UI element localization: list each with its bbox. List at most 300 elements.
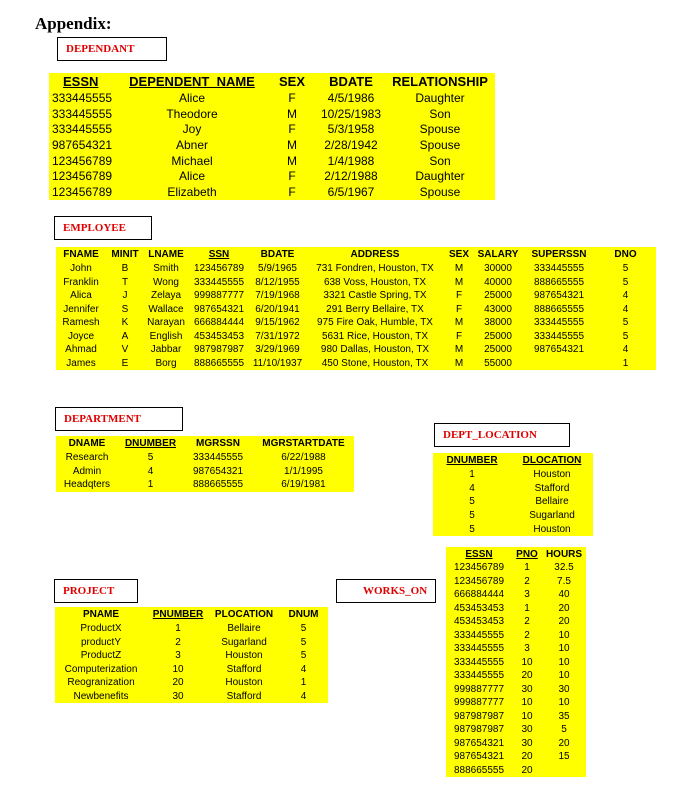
table-cell: 10 xyxy=(521,656,533,668)
table-cell: Daughter xyxy=(415,90,465,105)
table-cell: 123456789 xyxy=(52,153,113,168)
table-row xyxy=(49,168,495,184)
table-row xyxy=(446,723,586,737)
table-cell: 6/20/1941 xyxy=(255,303,300,315)
table-cell: Stafford xyxy=(226,663,262,675)
table-cell: 30 xyxy=(558,683,570,695)
column-header: PNAME xyxy=(82,609,120,620)
table-cell: 40 xyxy=(558,589,570,601)
table-row xyxy=(55,649,328,663)
table-cell: 5 xyxy=(300,623,307,635)
table-row xyxy=(446,737,586,751)
table-cell: Bellaire xyxy=(227,623,261,635)
table-cell: F xyxy=(288,122,296,137)
works-on-table xyxy=(446,547,586,777)
table-cell: Wallace xyxy=(148,303,184,315)
table-row xyxy=(56,316,656,330)
table-cell: 2 xyxy=(524,616,530,628)
table-cell: 1 xyxy=(300,677,307,689)
table-row xyxy=(433,482,593,496)
table-cell: 3321 Castle Spring, TX xyxy=(323,290,427,302)
project-label: PROJECT xyxy=(54,579,138,603)
table-row xyxy=(446,629,586,643)
table-cell: 4 xyxy=(147,465,154,477)
table-cell: Michael xyxy=(171,153,213,168)
table-cell: V xyxy=(121,344,129,356)
table-cell: 333445555 xyxy=(533,330,585,342)
table-row xyxy=(446,575,586,589)
table-cell: 5 xyxy=(469,496,475,508)
table-row xyxy=(49,137,495,153)
column-header: PLOCATION xyxy=(214,609,274,620)
table-cell: 20 xyxy=(521,751,533,763)
column-header: RELATIONSHIP xyxy=(392,74,488,89)
table-cell: 10 xyxy=(521,697,533,709)
column-header: DNAME xyxy=(68,438,106,449)
table-row xyxy=(446,615,586,629)
column-header: SALARY xyxy=(477,249,519,260)
table-cell: Joy xyxy=(182,122,202,137)
table-cell: 5 xyxy=(147,452,154,464)
table-cell: 10 xyxy=(558,697,570,709)
table-cell: Alice xyxy=(178,90,205,105)
table-cell: 25000 xyxy=(484,330,512,342)
table-cell: Alice xyxy=(178,169,205,184)
table-cell: 43000 xyxy=(484,303,512,315)
table-cell: 1 xyxy=(147,479,154,491)
table-cell: F xyxy=(455,330,463,342)
table-cell: 333445555 xyxy=(52,122,113,137)
table-cell: 4 xyxy=(300,663,307,675)
table-cell: Houston xyxy=(533,523,571,535)
table-cell: 20 xyxy=(558,616,570,628)
table-row xyxy=(56,357,656,371)
table-cell: Stafford xyxy=(534,482,570,494)
table-cell: M xyxy=(287,106,297,121)
table-cell: 987987987 xyxy=(453,724,505,736)
table-cell: 5 xyxy=(469,523,475,535)
table-cell: 4 xyxy=(622,344,629,356)
page-heading: Appendix: xyxy=(35,14,112,33)
table-cell: Son xyxy=(429,106,451,121)
table-row xyxy=(56,262,656,276)
table-cell: Ahmad xyxy=(65,344,97,356)
table-cell: 20 xyxy=(521,670,533,682)
department-label: DEPARTMENT xyxy=(55,407,183,431)
table-cell: 2 xyxy=(524,575,530,587)
table-cell: 987654321 xyxy=(193,303,245,315)
table-row xyxy=(55,636,328,650)
table-cell: ProductZ xyxy=(80,650,122,662)
table-cell: 1 xyxy=(524,562,530,574)
table-row xyxy=(56,465,354,479)
table-cell: 333445555 xyxy=(192,452,244,464)
table-cell: 4 xyxy=(300,690,307,702)
column-header: ESSN xyxy=(63,74,99,89)
table-cell: 5 xyxy=(622,317,629,329)
table-cell: Newbenefits xyxy=(73,690,129,702)
table-cell: M xyxy=(287,153,297,168)
table-row xyxy=(56,478,354,492)
table-cell: M xyxy=(287,137,297,152)
table-cell: James xyxy=(66,357,96,369)
table-cell: 3 xyxy=(524,643,530,655)
table-cell: Sugarland xyxy=(221,636,267,648)
table-cell: Wong xyxy=(153,276,179,288)
table-row xyxy=(433,509,593,523)
table-cell: 5/9/1965 xyxy=(258,263,297,275)
dependant-table xyxy=(49,73,495,200)
column-header: MGRSSN xyxy=(196,438,240,449)
table-cell: 1 xyxy=(469,469,475,481)
table-row xyxy=(446,683,586,697)
table-cell: 333445555 xyxy=(533,317,585,329)
table-cell: 1/4/1988 xyxy=(327,153,375,168)
table-cell: 666884444 xyxy=(453,589,505,601)
column-header: BDATE xyxy=(329,74,373,89)
table-cell: 38000 xyxy=(484,317,512,329)
table-cell: 5 xyxy=(622,276,629,288)
table-cell: 291 Berry Bellaire, TX xyxy=(326,303,424,315)
table-cell: 20 xyxy=(558,602,570,614)
table-header-row xyxy=(49,73,495,90)
column-header: BDATE xyxy=(260,249,295,260)
table-cell: 15 xyxy=(558,751,570,763)
column-header: DNUMBER xyxy=(124,438,177,449)
table-cell: 638 Voss, Houston, TX xyxy=(323,276,427,288)
table-cell: M xyxy=(454,263,464,275)
table-cell: 6/22/1988 xyxy=(281,452,326,464)
table-cell: 10 xyxy=(558,670,570,682)
table-cell: 987654321 xyxy=(533,290,585,302)
table-cell: Spouse xyxy=(419,122,461,137)
table-row xyxy=(433,522,593,536)
table-cell: 2 xyxy=(524,629,530,641)
table-cell: Abner xyxy=(175,137,209,152)
works-on-label: WORKS_ON xyxy=(336,579,436,603)
table-cell: 987654321 xyxy=(533,344,585,356)
table-cell: 10 xyxy=(172,663,184,675)
column-header: PNO xyxy=(516,548,538,560)
column-header: DLOCATION xyxy=(522,455,582,466)
table-row xyxy=(433,468,593,482)
table-cell: 5 xyxy=(469,510,475,522)
table-header-row xyxy=(56,247,656,262)
table-cell: Smith xyxy=(153,263,179,275)
table-cell: 5 xyxy=(622,263,629,275)
table-cell: 40000 xyxy=(484,276,512,288)
table-cell: 20 xyxy=(521,764,533,776)
column-header: FNAME xyxy=(63,249,99,260)
table-cell: M xyxy=(454,276,464,288)
column-header: SEX xyxy=(278,74,305,89)
table-cell: Zelaya xyxy=(150,290,181,302)
employee-label: EMPLOYEE xyxy=(54,216,152,240)
table-cell: 2 xyxy=(175,636,181,648)
table-cell: M xyxy=(454,344,464,356)
table-cell: 333445555 xyxy=(453,670,505,682)
table-header-row xyxy=(55,607,328,622)
table-cell: ProductX xyxy=(80,623,122,635)
table-cell: 4 xyxy=(469,482,475,494)
table-cell: 999887777 xyxy=(193,290,245,302)
table-cell: E xyxy=(121,357,129,369)
employee-table xyxy=(56,247,656,370)
table-row xyxy=(49,153,495,169)
table-cell: Theodore xyxy=(166,106,218,121)
table-cell: 2/28/1942 xyxy=(324,137,378,152)
table-cell: A xyxy=(121,330,129,342)
table-cell: 3 xyxy=(524,589,530,601)
table-cell: 333445555 xyxy=(533,263,585,275)
table-cell: Elizabeth xyxy=(167,184,217,199)
table-cell: 731 Fondren, Houston, TX xyxy=(316,263,434,275)
table-cell: M xyxy=(454,317,464,329)
column-header: HOURS xyxy=(545,548,583,560)
table-cell: F xyxy=(288,169,296,184)
column-header: ADDRESS xyxy=(350,249,400,260)
table-cell: F xyxy=(288,90,296,105)
table-cell: 123456789 xyxy=(453,562,505,574)
table-row xyxy=(55,622,328,636)
table-cell: Sugarland xyxy=(529,510,575,522)
table-cell: 6/19/1981 xyxy=(281,479,326,491)
table-cell: 20 xyxy=(172,677,184,689)
table-cell: 20 xyxy=(558,737,570,749)
table-cell: F xyxy=(455,290,463,302)
dept-location-label: DEPT_LOCATION xyxy=(434,423,570,447)
column-header: MINIT xyxy=(111,249,139,260)
table-cell: T xyxy=(121,276,129,288)
column-header: LNAME xyxy=(148,249,184,260)
table-cell: 1 xyxy=(622,357,629,369)
table-row xyxy=(446,656,586,670)
table-cell: 8/12/1955 xyxy=(255,276,300,288)
table-cell: 30000 xyxy=(484,263,512,275)
table-cell: 987654321 xyxy=(52,137,113,152)
table-cell: 999887777 xyxy=(453,683,505,695)
table-cell: 7/31/1972 xyxy=(255,330,300,342)
table-cell: 453453453 xyxy=(453,602,505,614)
table-cell: Research xyxy=(65,452,109,464)
column-header: DEPENDENT_NAME xyxy=(129,74,255,89)
table-cell: 7/19/1968 xyxy=(255,290,300,302)
table-cell: 975 Fire Oak, Humble, TX xyxy=(317,317,433,329)
table-cell: 888665555 xyxy=(193,357,245,369)
table-row xyxy=(446,696,586,710)
table-cell: 25000 xyxy=(484,290,512,302)
table-cell: F xyxy=(455,303,463,315)
table-cell: 9/15/1962 xyxy=(255,317,300,329)
table-cell: Joyce xyxy=(67,330,95,342)
table-row xyxy=(49,121,495,137)
table-cell: K xyxy=(121,317,129,329)
table-cell: English xyxy=(149,330,183,342)
table-cell: Narayan xyxy=(147,317,185,329)
column-header: DNUMBER xyxy=(446,455,498,466)
table-cell: 333445555 xyxy=(193,276,245,288)
column-header: DNUM xyxy=(288,609,319,620)
table-cell: 888665555 xyxy=(533,276,585,288)
table-cell: 333445555 xyxy=(52,106,113,121)
table-row xyxy=(433,495,593,509)
table-cell: 5631 Rice, Houston, TX xyxy=(322,330,428,342)
table-cell: 1/1/1995 xyxy=(284,465,323,477)
table-cell: 333445555 xyxy=(453,629,505,641)
table-cell: 5 xyxy=(300,650,307,662)
table-cell: 30 xyxy=(172,690,184,702)
table-cell: 987987987 xyxy=(193,344,245,356)
table-cell xyxy=(542,764,586,778)
table-cell: 10/25/1983 xyxy=(320,106,382,121)
table-cell: 32.5 xyxy=(554,562,574,574)
table-cell: 10 xyxy=(558,656,570,668)
table-row xyxy=(49,90,495,106)
table-cell: Stafford xyxy=(226,690,262,702)
dept-location-table xyxy=(433,453,593,536)
table-cell: 888665555 xyxy=(453,764,505,776)
table-cell: Ramesh xyxy=(62,317,100,329)
column-header: SUPERSSN xyxy=(531,249,587,260)
table-cell: 55000 xyxy=(484,357,512,369)
table-cell: Headqters xyxy=(63,479,111,491)
table-cell: 11/10/1937 xyxy=(252,357,303,369)
table-cell: Alica xyxy=(70,290,92,302)
table-cell: B xyxy=(121,263,129,275)
table-row xyxy=(49,184,495,200)
table-cell: Spouse xyxy=(419,184,461,199)
table-cell: 30 xyxy=(521,737,533,749)
table-row xyxy=(446,602,586,616)
table-cell: 10 xyxy=(521,710,533,722)
table-cell: 4 xyxy=(622,290,629,302)
table-row xyxy=(446,750,586,764)
table-cell: 453453453 xyxy=(453,616,505,628)
table-header-row xyxy=(56,436,354,451)
table-cell: 2/12/1988 xyxy=(324,169,378,184)
table-row xyxy=(55,690,328,704)
table-cell: 333445555 xyxy=(453,643,505,655)
table-cell: Houston xyxy=(225,677,263,689)
table-cell: 123456789 xyxy=(52,169,113,184)
column-header: DNO xyxy=(614,249,637,260)
project-table xyxy=(55,607,328,703)
column-header: ESSN xyxy=(465,548,493,560)
table-cell: Borg xyxy=(155,357,177,369)
table-cell: Reogranization xyxy=(67,677,135,689)
table-cell: 10 xyxy=(558,629,570,641)
column-header: SSN xyxy=(208,249,230,260)
column-header: MGRSTARTDATE xyxy=(262,438,345,449)
table-cell: 35 xyxy=(558,710,570,722)
table-cell: M xyxy=(454,357,464,369)
table-cell: 30 xyxy=(521,683,533,695)
table-cell: 10 xyxy=(558,643,570,655)
table-row xyxy=(55,676,328,690)
table-cell: Spouse xyxy=(419,137,461,152)
table-cell: 987654321 xyxy=(453,751,505,763)
table-cell: 333445555 xyxy=(52,90,113,105)
table-cell: Houston xyxy=(225,650,263,662)
table-row xyxy=(446,669,586,683)
table-cell: 1 xyxy=(524,602,530,614)
table-cell: 25000 xyxy=(484,344,512,356)
table-row xyxy=(446,764,586,778)
table-cell: Son xyxy=(429,153,451,168)
table-cell: 5/3/1958 xyxy=(327,122,375,137)
table-row xyxy=(56,276,656,290)
table-cell: 987654321 xyxy=(453,737,505,749)
table-cell: 987654321 xyxy=(192,465,244,477)
table-cell: Bellaire xyxy=(535,496,569,508)
table-row xyxy=(56,451,354,465)
table-cell xyxy=(523,357,595,371)
table-cell: 453453453 xyxy=(193,330,245,342)
table-cell: Admin xyxy=(72,465,102,477)
column-header: PNUMBER xyxy=(152,609,204,620)
table-cell: 450 Stone, Houston, TX xyxy=(321,357,429,369)
table-cell: Computerization xyxy=(64,663,138,675)
table-cell: 333445555 xyxy=(453,656,505,668)
table-cell: 999887777 xyxy=(453,697,505,709)
table-row xyxy=(446,642,586,656)
table-cell: 666884444 xyxy=(193,317,245,329)
department-table xyxy=(56,436,354,492)
table-cell: productY xyxy=(80,636,122,648)
table-cell: 1 xyxy=(175,623,181,635)
table-header-row xyxy=(446,547,586,561)
column-header: SEX xyxy=(448,249,469,260)
table-cell: 5 xyxy=(300,636,307,648)
table-row xyxy=(446,588,586,602)
table-cell: 7.5 xyxy=(557,575,571,587)
dependant-label: DEPENDANT xyxy=(57,37,167,61)
table-cell: 3 xyxy=(175,650,181,662)
table-cell: 123456789 xyxy=(453,575,505,587)
table-row xyxy=(56,330,656,344)
table-cell: J xyxy=(122,290,128,302)
table-cell: Houston xyxy=(533,469,571,481)
table-row xyxy=(56,303,656,317)
table-cell: 888665555 xyxy=(192,479,244,491)
table-row xyxy=(446,710,586,724)
table-cell: 980 Dallas, Houston, TX xyxy=(320,344,430,356)
table-cell: S xyxy=(121,303,129,315)
table-cell: Daughter xyxy=(415,169,465,184)
table-row xyxy=(55,663,328,677)
table-cell: Franklin xyxy=(63,276,99,288)
table-cell: 5 xyxy=(622,330,629,342)
table-cell: 123456789 xyxy=(193,263,245,275)
table-cell: 987987987 xyxy=(453,710,505,722)
table-cell: 30 xyxy=(521,724,533,736)
table-header-row xyxy=(433,453,593,468)
table-cell: 4/5/1986 xyxy=(327,90,375,105)
table-cell: 6/5/1967 xyxy=(327,184,375,199)
table-row xyxy=(56,343,656,357)
table-row xyxy=(56,289,656,303)
table-cell: 4 xyxy=(622,303,629,315)
table-cell: 3/29/1969 xyxy=(255,344,300,356)
table-row xyxy=(446,561,586,575)
table-cell: F xyxy=(288,184,296,199)
table-cell: Jennifer xyxy=(63,303,99,315)
table-cell: John xyxy=(70,263,92,275)
table-cell: 888665555 xyxy=(533,303,585,315)
table-cell: 5 xyxy=(561,724,567,736)
table-row xyxy=(49,106,495,122)
table-cell: Jabbar xyxy=(150,344,182,356)
